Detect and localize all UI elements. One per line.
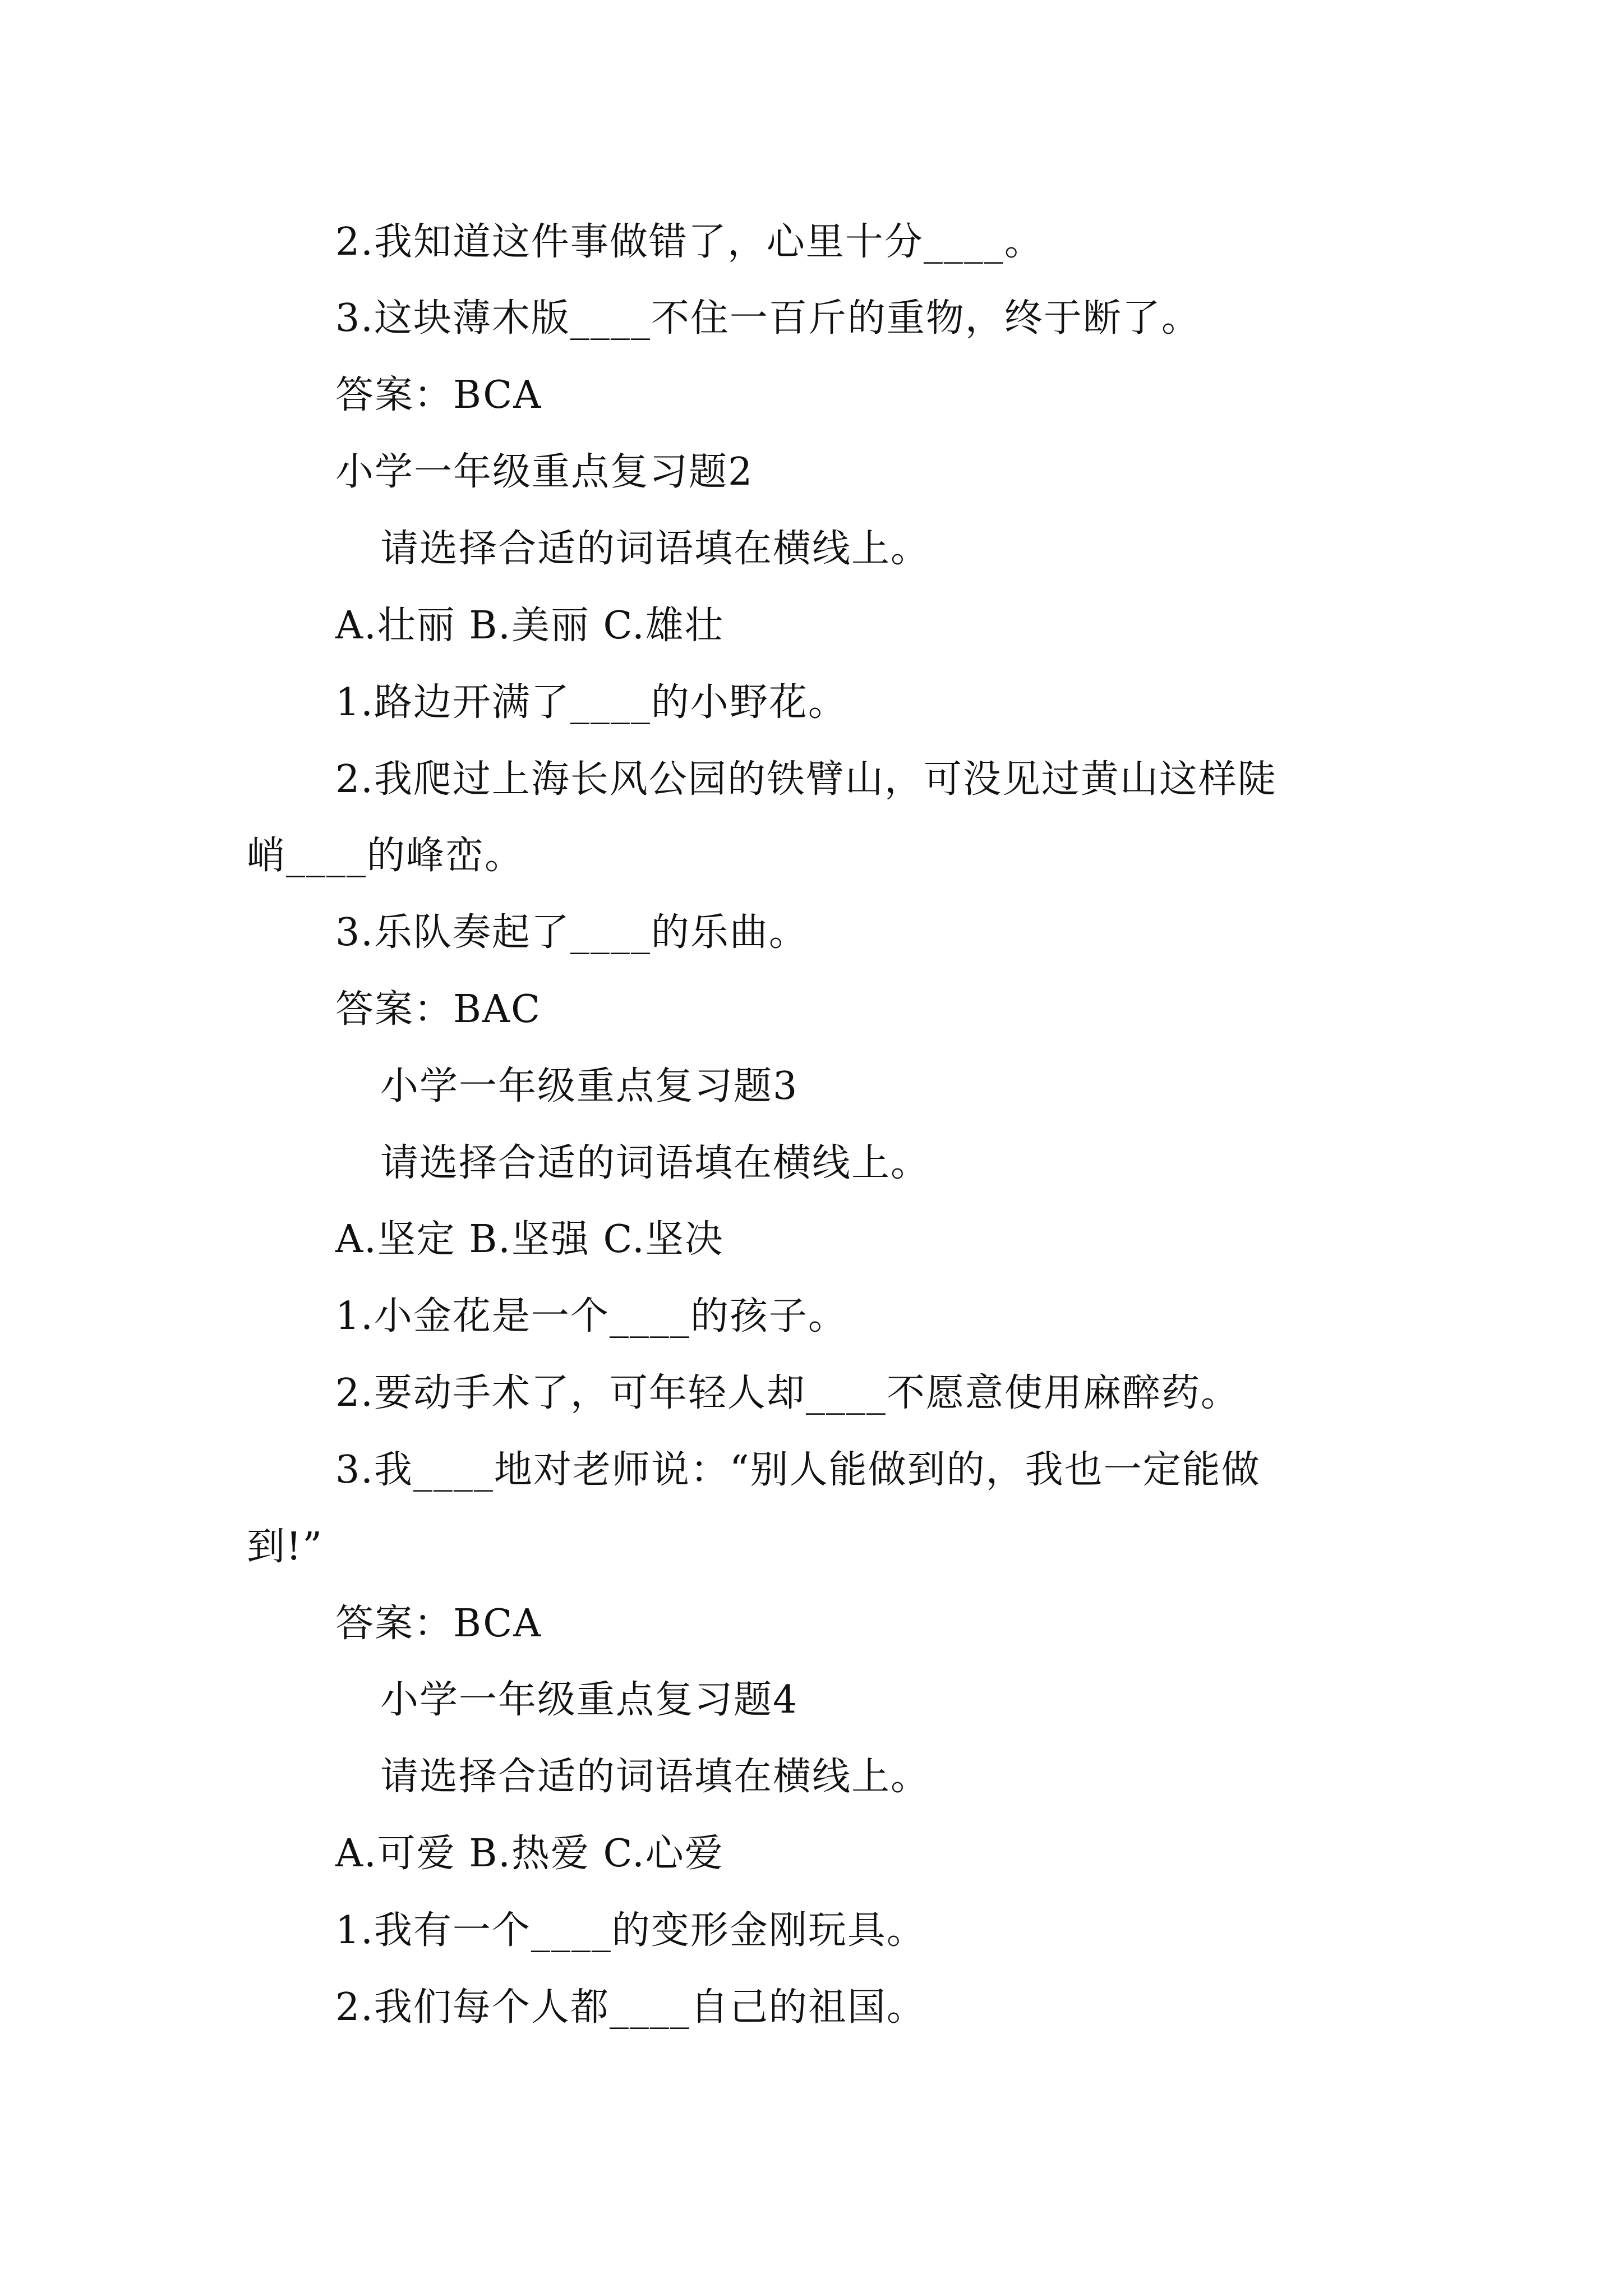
answer-line: 答案：BCA — [335, 1602, 542, 1646]
question-line: 3.乐队奏起了____的乐曲。 — [335, 910, 808, 955]
section-title: 小学一年级重点复习题2 — [335, 450, 754, 494]
question-line-continued: 峭____的峰峦。 — [247, 834, 524, 878]
text-line: 3.这块薄木版____不住一百斤的重物，终于断了。 — [335, 296, 1201, 341]
question-line: 3.我____地对老师说：“别人能做到的，我也一定能做 — [335, 1448, 1261, 1492]
question-line: 2.我爬过上海长风公园的铁臂山，可没见过黄山这样陡 — [335, 757, 1277, 802]
section-title: 小学一年级重点复习题4 — [380, 1678, 799, 1722]
question-line: 2.我们每个人都____自己的祖国。 — [335, 1985, 926, 2030]
answer-line: 答案：BAC — [335, 987, 542, 1032]
instruction-line: 请选择合适的词语填在横线上。 — [380, 1755, 930, 1799]
question-line-continued: 到!” — [247, 1525, 324, 1569]
options-line: A.壮丽 B.美丽 C.雄壮 — [335, 604, 724, 648]
answer-line: 答案：BCA — [335, 373, 542, 417]
question-line: 2.要动手术了，可年轻人却____不愿意使用麻醉药。 — [335, 1371, 1240, 1415]
section-title: 小学一年级重点复习题3 — [380, 1064, 799, 1108]
instruction-line: 请选择合适的词语填在横线上。 — [380, 1141, 930, 1185]
question-line: 1.路边开满了____的小野花。 — [335, 680, 847, 725]
options-line: A.可爱 B.热爱 C.心爱 — [335, 1832, 724, 1876]
instruction-line: 请选择合适的词语填在横线上。 — [380, 527, 930, 571]
question-line: 1.我有一个____的变形金刚玩具。 — [335, 1908, 926, 1953]
text-line: 2.我知道这件事做错了，心里十分____。 — [335, 220, 1044, 264]
question-line: 1.小金花是一个____的孩子。 — [335, 1294, 847, 1338]
options-line: A.坚定 B.坚强 C.坚决 — [335, 1217, 724, 1262]
